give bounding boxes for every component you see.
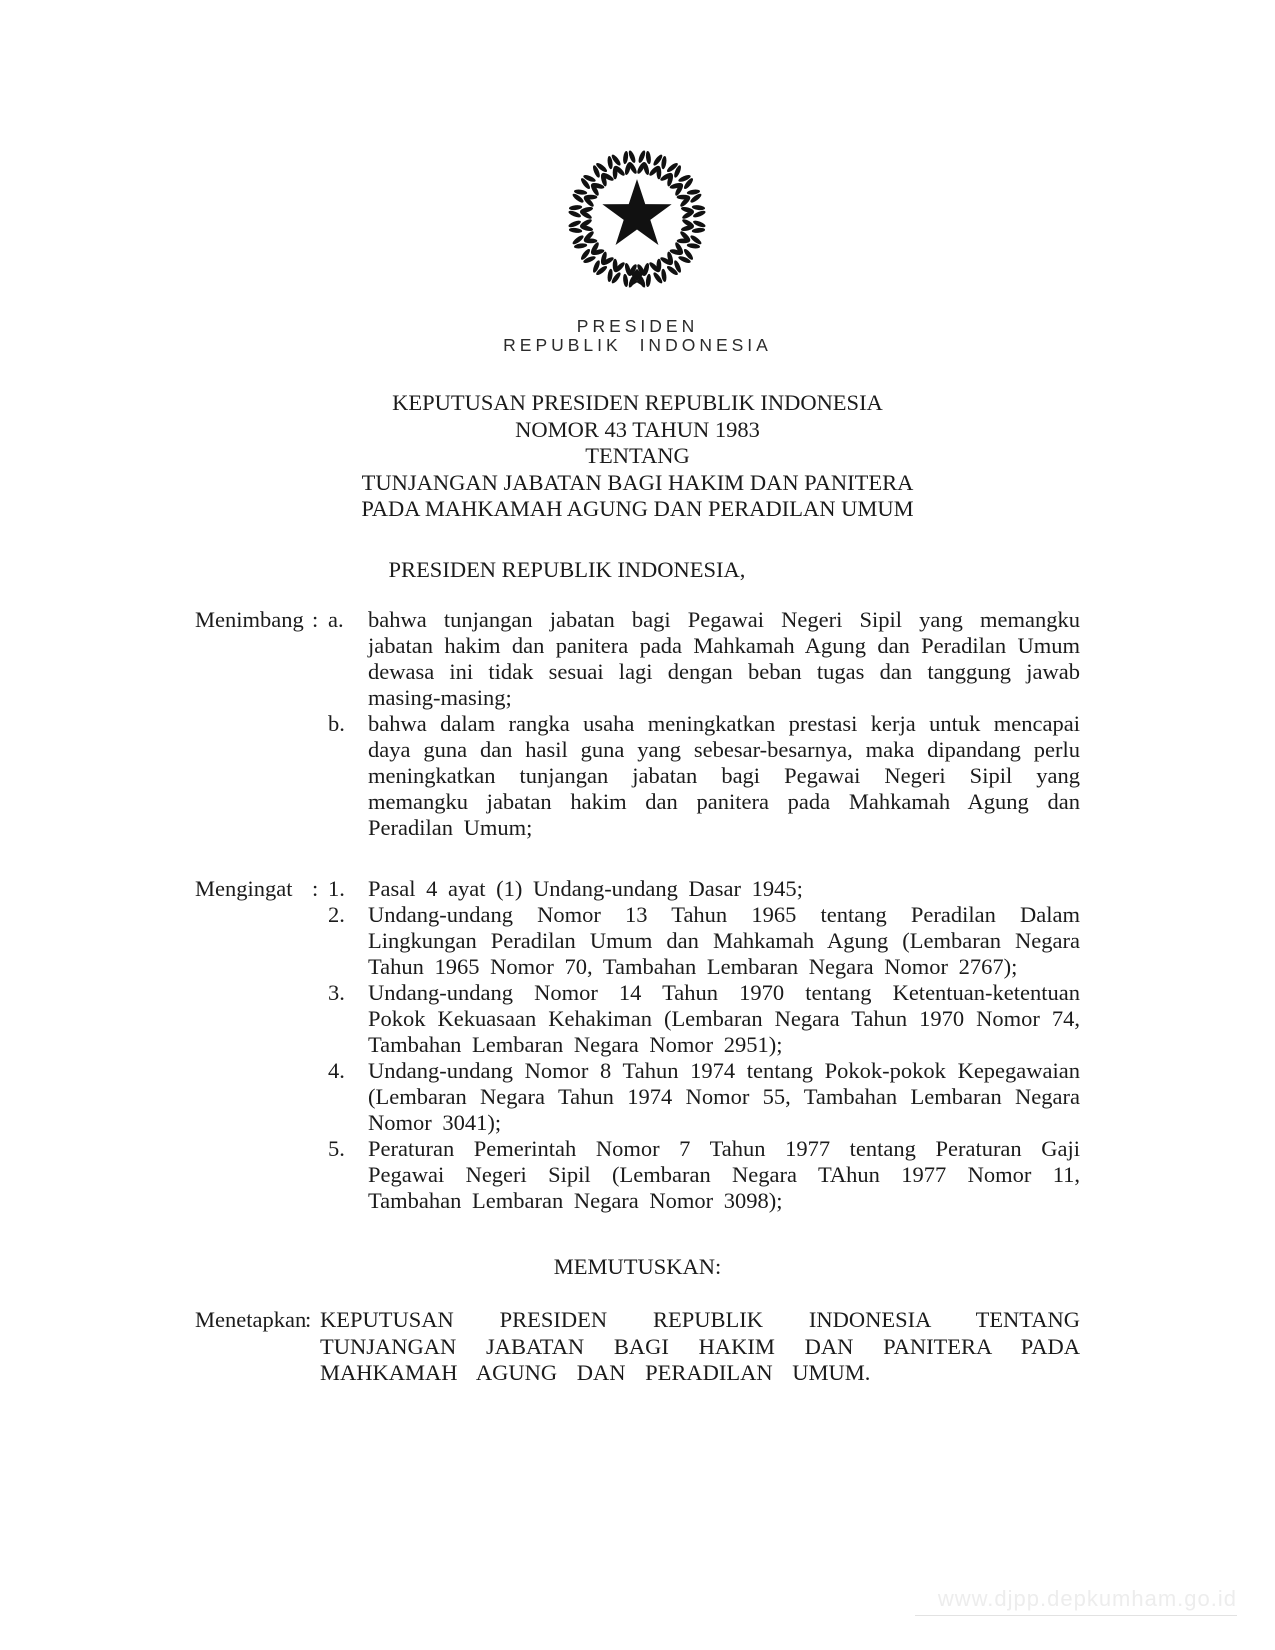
letterhead-republik-indonesia: REPUBLIK INDONESIA <box>503 335 772 355</box>
section-label: Mengingat <box>195 876 293 901</box>
decision-heading: MEMUTUSKAN: <box>553 1254 722 1279</box>
list-item <box>328 980 1080 1058</box>
item-text: bahwa tunjangan jabatan bagi Pegawai Negeri Sipil yang memangku jabatan hakim dan panitera pada Mahkamah Agung dan Peradilan Umum dewasa ini tidak sesuai lagi dengan beban tugas dan tanggung jawab masing-masing; <box>368 607 1080 710</box>
item-marker: 3. <box>328 980 345 1005</box>
section-colon: : <box>312 607 319 632</box>
list-item <box>328 711 1080 841</box>
list-item <box>328 1058 1080 1136</box>
item-marker: 5. <box>328 1136 345 1161</box>
title-line-tentang: TENTANG <box>585 443 690 468</box>
section-colon: : <box>312 876 319 901</box>
item-text: bahwa dalam rangka usaha meningkatkan prestasi kerja untuk mencapai daya guna dan hasil guna yang sebesar-besarnya, maka dipandang perlu meningkatkan tunjangan jabatan bagi Pegawai Negeri Sipil yang memangku jabatan hakim dan panitera pada Mahkamah Agung dan Peradilan Umum; <box>368 711 1080 840</box>
section-label: Menimbang <box>195 607 304 632</box>
item-text: Undang-undang Nomor 8 Tahun 1974 tentang Pokok-pokok Kepegawaian (Lembaran Negara Tahun 1974 Nomor 55, Tambahan Lembaran Negara Nomor 3041); <box>368 1058 1080 1135</box>
list-item <box>328 902 1080 980</box>
item-marker: b. <box>328 711 345 736</box>
item-text: Peraturan Pemerintah Nomor 7 Tahun 1977 tentang Peraturan Gaji Pegawai Negeri Sipil (Lembaran Negara TAhun 1977 Nomor 11, Tambahan Lembaran Negara Nomor 3098); <box>368 1136 1080 1213</box>
menetapkan-text: KEPUTUSAN PRESIDEN REPUBLIK INDONESIA TENTANG TUNJANGAN JABATAN BAGI HAKIM DAN PANITERA PADA MAHKAMAH AGUNG DAN PERADILAN UMUM. <box>320 1307 1080 1385</box>
item-text: Undang-undang Nomor 14 Tahun 1970 tentang Ketentuan-ketentuan Pokok Kekuasaan Kehakiman (Lembaran Negara Tahun 1970 Nomor 74, Tambahan Lembaran Negara Nomor 2951); <box>368 980 1080 1057</box>
letterhead <box>0 317 1275 355</box>
item-marker: 1. <box>328 876 345 901</box>
section-items <box>328 607 1080 841</box>
title-line-subject-2: PADA MAHKAMAH AGUNG DAN PERADILAN UMUM <box>361 496 914 521</box>
list-item <box>328 1136 1080 1214</box>
letterhead-presiden: PRESIDEN <box>576 316 699 336</box>
item-text: Pasal 4 ayat (1) Undang-undang Dasar 1945; <box>368 876 803 901</box>
item-marker: a. <box>328 607 344 632</box>
presidential-seal <box>567 148 707 290</box>
item-marker: 2. <box>328 902 345 927</box>
list-item <box>328 607 1080 711</box>
title-line-subject-1: TUNJANGAN JABATAN BAGI HAKIM DAN PANITERA <box>361 469 914 495</box>
section-menimbang <box>195 607 1080 841</box>
title-line-keputusan: KEPUTUSAN PRESIDEN REPUBLIK INDONESIA <box>392 390 883 415</box>
opening-line: PRESIDEN REPUBLIK INDONESIA, <box>388 557 746 582</box>
section-items <box>328 876 1080 1214</box>
list-item <box>328 876 1080 902</box>
watermark-url: www.djpp.depkumham.go.id <box>915 1586 1237 1616</box>
section-label: Menetapkan <box>195 1307 307 1332</box>
decree-title <box>195 390 1080 523</box>
section-mengingat <box>195 876 1080 1214</box>
section-colon: : <box>305 1307 312 1332</box>
title-line-nomor: NOMOR 43 TAHUN 1983 <box>515 416 760 442</box>
item-text: Undang-undang Nomor 13 Tahun 1965 tentang Peradilan Dalam Lingkungan Peradilan Umum dan Mahkamah Agung (Lembaran Negara Tahun 1965 Nomor 70, Tambahan Lembaran Negara Nomor 2767); <box>368 902 1080 979</box>
section-menetapkan <box>195 1307 1080 1387</box>
item-marker: 4. <box>328 1058 345 1083</box>
star-wreath-seal-icon <box>567 148 707 290</box>
